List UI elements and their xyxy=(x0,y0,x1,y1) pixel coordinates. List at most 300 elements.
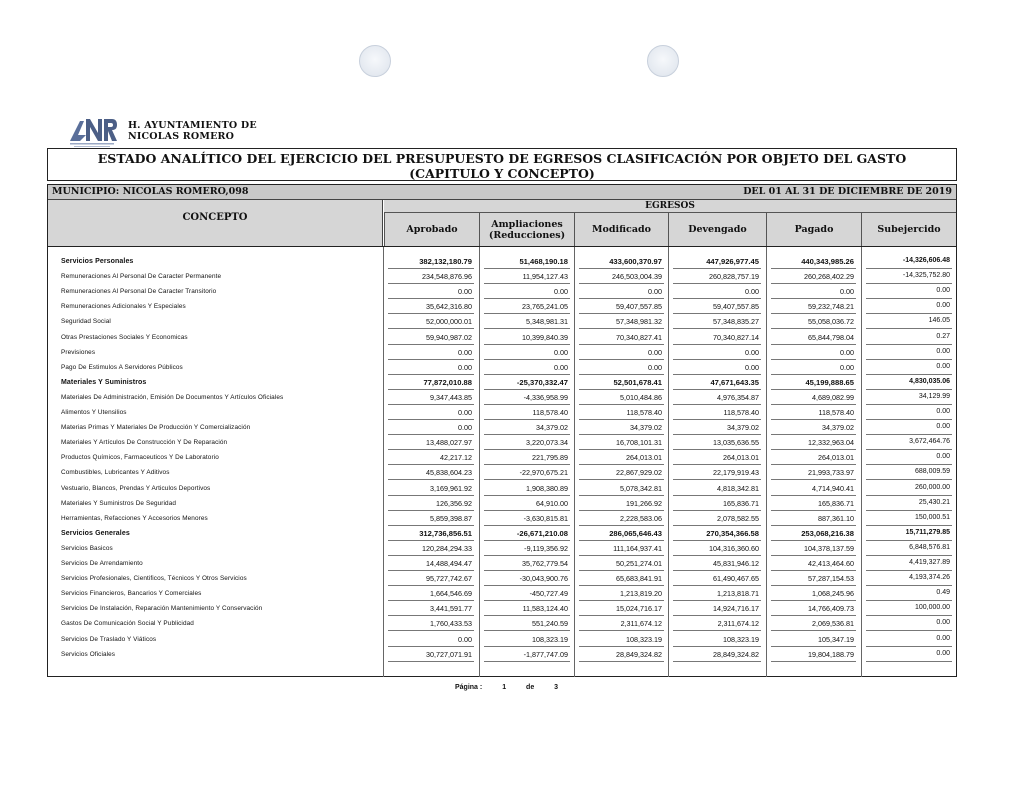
cell-underline xyxy=(866,510,952,511)
cell-value: 19,804,188.79 xyxy=(808,649,854,659)
cell-value: 146.05 xyxy=(928,317,950,325)
page-of-label: de xyxy=(526,684,535,691)
cell-value: 253,068,216.38 xyxy=(801,528,854,538)
cell-underline xyxy=(388,495,474,496)
cell-underline xyxy=(673,600,761,601)
cell-underline xyxy=(579,268,664,269)
cell-underline xyxy=(673,404,761,405)
cell-value: 0.00 xyxy=(936,423,950,431)
cell-value: 688,009.59 xyxy=(914,468,950,476)
concept-row xyxy=(48,301,956,316)
cell-underline xyxy=(866,555,952,556)
cell-underline xyxy=(388,540,474,541)
cell-underline xyxy=(866,389,952,390)
cell-underline xyxy=(866,615,952,616)
cell-value: 5,348,981.31 xyxy=(526,317,568,327)
cell-value: 1,213,819.20 xyxy=(620,589,662,599)
cell-underline xyxy=(388,661,474,662)
period-label: DEL 01 AL 31 DE DICIEMBRE DE 2019 xyxy=(743,186,952,197)
cell-value: 0.00 xyxy=(936,347,950,355)
cell-value: 59,940,987.02 xyxy=(426,332,472,342)
row-label: Remuneraciones Al Personal De Caracter Permanente xyxy=(61,273,222,281)
cell-underline xyxy=(484,283,570,284)
cell-underline xyxy=(484,540,570,541)
row-label: Servicios Generales xyxy=(61,529,130,537)
concept-row xyxy=(48,362,956,377)
cell-value: 5,010,484.86 xyxy=(620,392,662,402)
cell-underline xyxy=(579,540,664,541)
cell-underline xyxy=(484,600,570,601)
cell-value: 12,332,963.04 xyxy=(808,438,854,448)
row-label: Servicios Basicos xyxy=(61,544,113,552)
cell-underline xyxy=(579,328,664,329)
cell-value: 45,831,946.12 xyxy=(713,559,759,568)
cell-underline xyxy=(579,585,664,586)
cell-value: 264,013.01 xyxy=(818,453,854,463)
cell-underline xyxy=(771,449,856,450)
cell-underline xyxy=(771,525,856,526)
cell-value: 0.00 xyxy=(648,347,662,357)
cell-underline xyxy=(771,344,856,345)
cell-value: 5,859,398.87 xyxy=(430,513,472,523)
cell-value: 0.00 xyxy=(840,362,854,372)
cell-value: -22,970,675.21 xyxy=(519,468,568,478)
cell-value: 0.27 xyxy=(936,332,950,340)
cell-underline xyxy=(579,661,664,662)
concept-row xyxy=(48,543,956,558)
cell-underline xyxy=(866,359,952,360)
row-label: Servicios De Traslado Y Viáticos xyxy=(61,635,157,643)
concept-row xyxy=(48,392,956,407)
cell-underline xyxy=(771,540,856,541)
cell-underline xyxy=(866,540,952,541)
cell-value: 126,356.92 xyxy=(436,498,472,508)
cell-underline xyxy=(771,298,856,299)
cell-value: 4,193,374.26 xyxy=(909,574,950,582)
concept-row xyxy=(48,407,956,422)
cell-underline xyxy=(388,374,474,375)
cell-value: 0.00 xyxy=(458,423,472,433)
cell-underline xyxy=(673,525,761,526)
cell-value: 0.00 xyxy=(936,453,950,461)
cell-value: -4,336,958.99 xyxy=(523,392,568,402)
cell-value: 35,762,779.54 xyxy=(522,559,568,568)
cell-value: 34,379.02 xyxy=(630,423,662,433)
cell-value: 51,468,190.18 xyxy=(519,257,568,266)
cell-underline xyxy=(484,374,570,375)
cell-value: 264,013.01 xyxy=(723,453,759,463)
concept-row xyxy=(48,573,956,588)
cell-underline xyxy=(484,585,570,586)
cell-value: -26,671,210.08 xyxy=(516,528,568,538)
cell-value: -14,326,606.48 xyxy=(902,257,950,264)
cell-underline xyxy=(673,479,761,480)
cell-value: 28,849,324.82 xyxy=(713,649,759,659)
cell-value: 4,976,354.87 xyxy=(717,392,759,402)
column-header-devengado: Devengado xyxy=(668,213,766,246)
cell-underline xyxy=(484,555,570,556)
concept-row xyxy=(48,618,956,633)
egresos-header: EGRESOS xyxy=(384,200,956,213)
cell-value: -25,370,332.47 xyxy=(516,377,568,387)
cell-underline xyxy=(866,495,952,496)
cell-underline xyxy=(579,434,664,435)
cell-value: 0.00 xyxy=(458,408,472,417)
cell-value: 260,268,402.29 xyxy=(804,272,854,282)
cell-underline xyxy=(388,328,474,329)
cell-value: 105,347.19 xyxy=(818,634,854,644)
cell-value: 30,727,071.91 xyxy=(426,649,472,659)
cell-value: 0.00 xyxy=(936,649,950,657)
cell-value: 551,240.59 xyxy=(532,619,568,629)
cell-value: 1,760,433.53 xyxy=(430,619,472,629)
cell-value: 118,578.40 xyxy=(532,408,568,417)
cell-underline xyxy=(484,646,570,647)
cell-value: 23,765,241.05 xyxy=(522,302,568,312)
header-divider xyxy=(48,246,956,247)
cell-value: 150,000.51 xyxy=(914,513,950,521)
concept-row xyxy=(48,316,956,331)
row-label: Materiales Y Suministros De Seguridad xyxy=(61,499,176,507)
cell-value: 0.00 xyxy=(648,362,662,372)
cell-value: 4,714,940.41 xyxy=(812,483,854,493)
cell-underline xyxy=(484,389,570,390)
cell-underline xyxy=(866,630,952,631)
cell-value: 1,213,818.71 xyxy=(717,589,759,599)
cell-value: 55,058,036.72 xyxy=(808,317,854,327)
cell-value: 108,323.19 xyxy=(532,634,568,644)
cell-value: -30,043,900.76 xyxy=(519,574,568,584)
cell-value: 22,867,929.02 xyxy=(616,468,662,478)
cell-value: 0.00 xyxy=(745,347,759,357)
cell-value: -9,119,356.92 xyxy=(524,543,568,553)
cell-value: 0.00 xyxy=(840,347,854,357)
concept-row xyxy=(48,649,956,664)
cell-value: 14,924,716.17 xyxy=(713,604,759,614)
cell-underline xyxy=(388,464,474,465)
cell-underline xyxy=(484,630,570,631)
cell-underline xyxy=(484,359,570,360)
cell-underline xyxy=(388,313,474,314)
cell-value: 1,664,546.69 xyxy=(430,589,472,599)
cell-underline xyxy=(771,585,856,586)
cell-value: 59,232,748.21 xyxy=(808,302,854,312)
cell-value: -14,325,752.80 xyxy=(902,272,950,280)
cell-value: 234,548,876.96 xyxy=(422,272,472,282)
cell-underline xyxy=(771,419,856,420)
cell-value: 4,419,327.89 xyxy=(909,559,950,566)
cell-underline xyxy=(771,434,856,435)
cell-underline xyxy=(388,359,474,360)
cell-underline xyxy=(771,313,856,314)
cell-value: 118,578.40 xyxy=(818,408,854,417)
cell-underline xyxy=(579,464,664,465)
cell-underline xyxy=(771,615,856,616)
cell-value: 13,488,027.97 xyxy=(426,438,472,448)
cell-underline xyxy=(771,479,856,480)
chapter-row xyxy=(48,528,956,543)
report-title-line-2: (CAPITULO Y CONCEPTO) xyxy=(409,166,595,181)
concept-row xyxy=(48,347,956,362)
column-header-ampliaciones: Ampliaciones (Reducciones) xyxy=(479,213,574,246)
cell-value: 52,501,678.41 xyxy=(613,377,662,387)
table-info-bar xyxy=(48,185,956,200)
page-footer xyxy=(455,684,558,691)
cell-underline xyxy=(866,419,952,420)
cell-underline xyxy=(388,449,474,450)
cell-value: 28,849,324.82 xyxy=(616,649,662,659)
cell-value: 0.00 xyxy=(458,634,472,644)
punch-hole-right xyxy=(647,45,679,77)
cell-value: 118,578.40 xyxy=(723,408,759,417)
cell-underline xyxy=(771,374,856,375)
cell-value: 2,078,582.55 xyxy=(717,513,759,523)
chapter-row xyxy=(48,377,956,392)
row-label: Materiales Y Suministros xyxy=(61,378,147,386)
cell-underline xyxy=(673,268,761,269)
cell-value: 165,836.71 xyxy=(723,498,759,508)
cell-underline xyxy=(673,344,761,345)
budget-table xyxy=(47,184,957,677)
cell-value: 11,583,124.40 xyxy=(522,604,568,614)
cell-underline xyxy=(673,615,761,616)
column-header-modificado: Modificado xyxy=(574,213,668,246)
cell-underline xyxy=(771,510,856,511)
cell-value: 887,361.10 xyxy=(818,513,854,523)
row-label: Servicios Financieros, Bancarios Y Comerciales xyxy=(61,590,202,598)
cell-value: 3,169,961.92 xyxy=(430,483,472,493)
cell-underline xyxy=(866,464,952,465)
cell-underline xyxy=(484,344,570,345)
column-header-pagado: Pagado xyxy=(766,213,861,246)
cell-underline xyxy=(771,268,856,269)
cell-underline xyxy=(388,268,474,269)
cell-value: 0.00 xyxy=(458,287,472,297)
cell-value: 22,179,919.43 xyxy=(713,468,759,478)
cell-value: -1,877,747.09 xyxy=(523,649,568,659)
cell-value: 47,671,643.35 xyxy=(710,377,759,387)
row-label: Vestuario, Blancos, Prendas Y Articulos Deportivos xyxy=(61,484,211,492)
cell-underline xyxy=(673,585,761,586)
row-label: Servicios De Arrendamiento xyxy=(61,560,143,567)
organization-name xyxy=(128,120,257,142)
cell-underline xyxy=(484,328,570,329)
cell-underline xyxy=(579,630,664,631)
cell-value: 0.00 xyxy=(745,287,759,297)
cell-value: 0.00 xyxy=(554,287,568,297)
cell-underline xyxy=(579,449,664,450)
cell-value: 2,228,583.06 xyxy=(620,513,662,523)
cell-value: 433,600,370.97 xyxy=(609,257,662,266)
cell-value: 70,340,827.14 xyxy=(713,332,759,342)
cell-underline xyxy=(866,585,952,586)
cell-value: 10,399,840.39 xyxy=(522,332,568,342)
cell-value: 16,708,101.31 xyxy=(616,438,662,448)
cell-value: 42,413,464.60 xyxy=(808,559,854,568)
cell-value: 34,379.02 xyxy=(727,423,759,433)
cell-underline xyxy=(673,298,761,299)
cell-underline xyxy=(866,344,952,345)
cell-underline xyxy=(388,646,474,647)
cell-underline xyxy=(484,495,570,496)
cell-underline xyxy=(579,404,664,405)
cell-underline xyxy=(771,555,856,556)
cell-underline xyxy=(484,661,570,662)
cell-underline xyxy=(866,646,952,647)
cell-underline xyxy=(673,328,761,329)
cell-underline xyxy=(579,570,664,571)
report-title xyxy=(47,148,957,181)
municipio-label: MUNICIPIO: NICOLAS ROMERO,098 xyxy=(52,186,249,197)
concept-row xyxy=(48,634,956,649)
cell-underline xyxy=(866,268,952,269)
cell-underline xyxy=(579,510,664,511)
cell-value: 14,766,409.73 xyxy=(808,604,854,614)
cell-value: 0.00 xyxy=(936,634,950,642)
cell-underline xyxy=(388,434,474,435)
cell-underline xyxy=(388,600,474,601)
cell-value: 34,129.99 xyxy=(918,392,950,400)
cell-underline xyxy=(579,495,664,496)
cell-underline xyxy=(771,404,856,405)
cell-underline xyxy=(673,540,761,541)
cell-underline xyxy=(388,389,474,390)
cell-underline xyxy=(579,615,664,616)
cell-value: 4,818,342.81 xyxy=(717,483,759,493)
cell-underline xyxy=(484,479,570,480)
cell-underline xyxy=(484,434,570,435)
cell-value: 0.00 xyxy=(936,287,950,295)
row-label: Materias Primas Y Materiales De Producción Y Comercialización xyxy=(61,424,251,432)
cell-value: 221,795.89 xyxy=(532,453,568,463)
cell-underline xyxy=(866,570,952,571)
concepto-header: CONCEPTO xyxy=(48,200,383,246)
org-line-1: H. AYUNTAMIENTO DE xyxy=(128,120,257,131)
row-label: Gastos De Comunicación Social Y Publicidad xyxy=(61,620,194,628)
cell-underline xyxy=(673,464,761,465)
concept-row xyxy=(48,332,956,347)
cell-underline xyxy=(579,374,664,375)
cell-value: 0.00 xyxy=(554,362,568,372)
cell-value: 14,488,494.47 xyxy=(426,559,472,568)
cell-value: 3,220,073.34 xyxy=(526,438,568,448)
org-line-2: NICOLAS ROMERO xyxy=(128,131,235,142)
cell-underline xyxy=(771,646,856,647)
cell-underline xyxy=(484,510,570,511)
cell-value: 108,323.19 xyxy=(723,634,759,644)
cell-underline xyxy=(771,464,856,465)
cell-underline xyxy=(771,600,856,601)
concept-row xyxy=(48,286,956,301)
cell-underline xyxy=(484,298,570,299)
cell-value: 45,838,604.23 xyxy=(426,468,472,478)
row-label: Servicios Oficiales xyxy=(61,650,116,658)
cell-value: 6,848,576.81 xyxy=(909,543,950,551)
cell-value: 25,430.21 xyxy=(918,498,950,506)
cell-underline xyxy=(771,661,856,662)
cell-underline xyxy=(866,298,952,299)
punch-hole-left xyxy=(359,45,391,77)
cell-value: 70,340,827.41 xyxy=(616,332,662,342)
cell-value: -450,727.49 xyxy=(529,589,568,599)
cell-value: 260,000.00 xyxy=(914,483,950,491)
cell-underline xyxy=(771,495,856,496)
cell-underline xyxy=(866,600,952,601)
cell-underline xyxy=(673,283,761,284)
row-label: Alimentos Y Utensilios xyxy=(61,409,127,416)
cell-underline xyxy=(673,570,761,571)
cell-underline xyxy=(388,630,474,631)
cell-underline xyxy=(388,525,474,526)
cell-value: 2,311,674.12 xyxy=(620,619,662,629)
cell-underline xyxy=(866,661,952,662)
row-label: Materiales Y Artículos De Construcción Y De Reparación xyxy=(61,439,228,447)
cell-underline xyxy=(388,344,474,345)
cell-underline xyxy=(866,434,952,435)
row-label: Herramientas, Refacciones Y Accesorios Menores xyxy=(61,514,208,522)
cell-value: 61,490,467.65 xyxy=(713,574,759,584)
cell-underline xyxy=(673,646,761,647)
cell-value: 100,000.00 xyxy=(914,604,950,612)
cell-value: 0.00 xyxy=(936,302,950,310)
cell-value: 165,836.71 xyxy=(818,498,854,508)
cell-value: 95,727,742.67 xyxy=(426,574,472,584)
cell-underline xyxy=(484,615,570,616)
cell-value: 118,578.40 xyxy=(626,408,662,417)
cell-underline xyxy=(484,419,570,420)
cell-underline xyxy=(484,268,570,269)
cell-value: 2,069,536.81 xyxy=(812,619,854,629)
cell-value: 34,379.02 xyxy=(536,423,568,433)
cell-underline xyxy=(579,555,664,556)
row-label: Remuneraciones Adicionales Y Especiales xyxy=(61,303,186,311)
cell-value: 15,711,279.85 xyxy=(905,528,950,536)
cell-underline xyxy=(484,404,570,405)
cell-value: 59,407,557.85 xyxy=(713,302,759,312)
column-header-aprobado: Aprobado xyxy=(384,213,479,246)
cell-underline xyxy=(771,283,856,284)
cell-value: 3,441,591.77 xyxy=(430,604,472,614)
cell-underline xyxy=(579,419,664,420)
cell-value: 64,910.00 xyxy=(536,498,568,508)
cell-value: 11,954,127.43 xyxy=(522,272,568,282)
concept-row xyxy=(48,558,956,573)
cell-value: 246,503,004.39 xyxy=(612,272,662,282)
cell-underline xyxy=(673,661,761,662)
row-label: Servicios De Instalación, Reparación Mantenimiento Y Conservación xyxy=(61,605,263,613)
row-label: Remuneraciones Al Personal De Caracter Transitorio xyxy=(61,288,217,296)
row-label: Seguridad Social xyxy=(61,318,111,326)
concept-row xyxy=(48,271,956,286)
concept-row xyxy=(48,437,956,452)
cell-underline xyxy=(579,479,664,480)
cell-underline xyxy=(579,313,664,314)
cell-value: 50,251,274.01 xyxy=(616,559,662,568)
cell-underline xyxy=(866,449,952,450)
cell-underline xyxy=(771,630,856,631)
cell-underline xyxy=(866,479,952,480)
cell-underline xyxy=(579,600,664,601)
cell-value: 0.00 xyxy=(745,362,759,372)
cell-value: 260,828,757.19 xyxy=(709,272,759,282)
cell-underline xyxy=(388,510,474,511)
cell-underline xyxy=(579,525,664,526)
cell-value: 0.49 xyxy=(936,589,950,597)
cell-value: 57,348,981.32 xyxy=(616,317,662,327)
cell-value: 108,323.19 xyxy=(626,634,662,644)
cell-value: 111,164,937.41 xyxy=(613,543,662,553)
cell-value: 4,830,035.06 xyxy=(909,377,950,385)
